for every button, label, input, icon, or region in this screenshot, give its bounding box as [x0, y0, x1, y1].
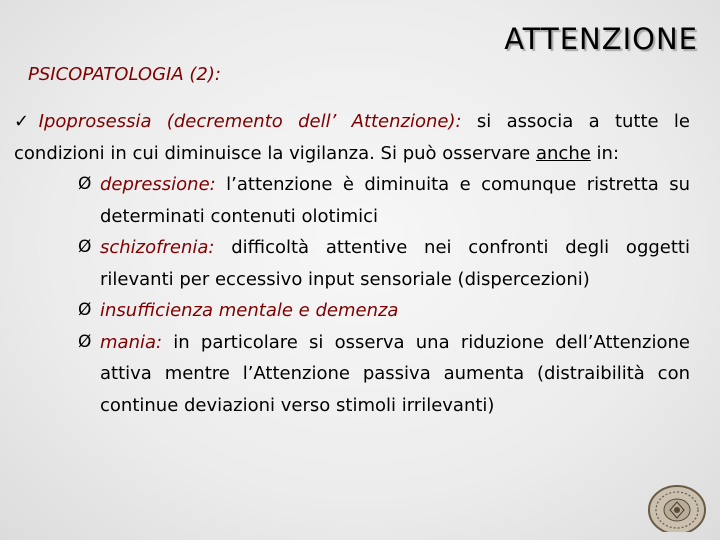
slide-content — [14, 106, 690, 421]
arrow-bullet-icon: Ø — [78, 300, 92, 320]
arrow-bullet-icon: Ø — [78, 174, 92, 194]
list-item — [78, 169, 690, 232]
checkmark-icon: ✓ — [14, 111, 39, 132]
intro-text-before: si associa a tutte le condizioni in cui diminuisce la vigilanza. Si può osservare — [14, 111, 690, 164]
intro-term: Ipoprosessia (decremento dell’ Attenzione): — [38, 111, 462, 132]
item-text: l’attenzione è diminuita e comunque ristretta su determinati contenuti olotimici — [100, 174, 690, 227]
university-seal-icon — [644, 480, 710, 532]
item-term: insufficienza mentale e demenza — [100, 300, 399, 321]
item-text: in particolare si osserva una riduzione dell’Attenzione attiva mentre l’Attenzione passiva aumenta (distraibilità con continue deviazioni verso stimoli irrilevanti) — [100, 331, 690, 416]
list-item — [78, 232, 690, 295]
slide-title: ATTENZIONE — [504, 22, 698, 56]
arrow-bullet-icon: Ø — [78, 331, 92, 352]
intro-underlined: anche — [535, 142, 591, 164]
slide-subtitle: PSICOPATOLOGIA (2): — [28, 64, 221, 85]
bullet-list — [14, 169, 690, 421]
item-term: schizofrenia: — [100, 237, 215, 258]
list-item — [78, 295, 690, 327]
item-term: depressione: — [100, 174, 216, 195]
item-text: difficoltà attentive nei confronti degli oggetti rilevanti per eccessivo input sensoriale (dispercezioni) — [100, 237, 690, 290]
arrow-bullet-icon: Ø — [78, 237, 92, 257]
item-term: mania: — [100, 331, 163, 353]
intro-text-after: in: — [590, 142, 620, 164]
intro-paragraph — [14, 106, 690, 169]
list-item — [78, 327, 690, 422]
